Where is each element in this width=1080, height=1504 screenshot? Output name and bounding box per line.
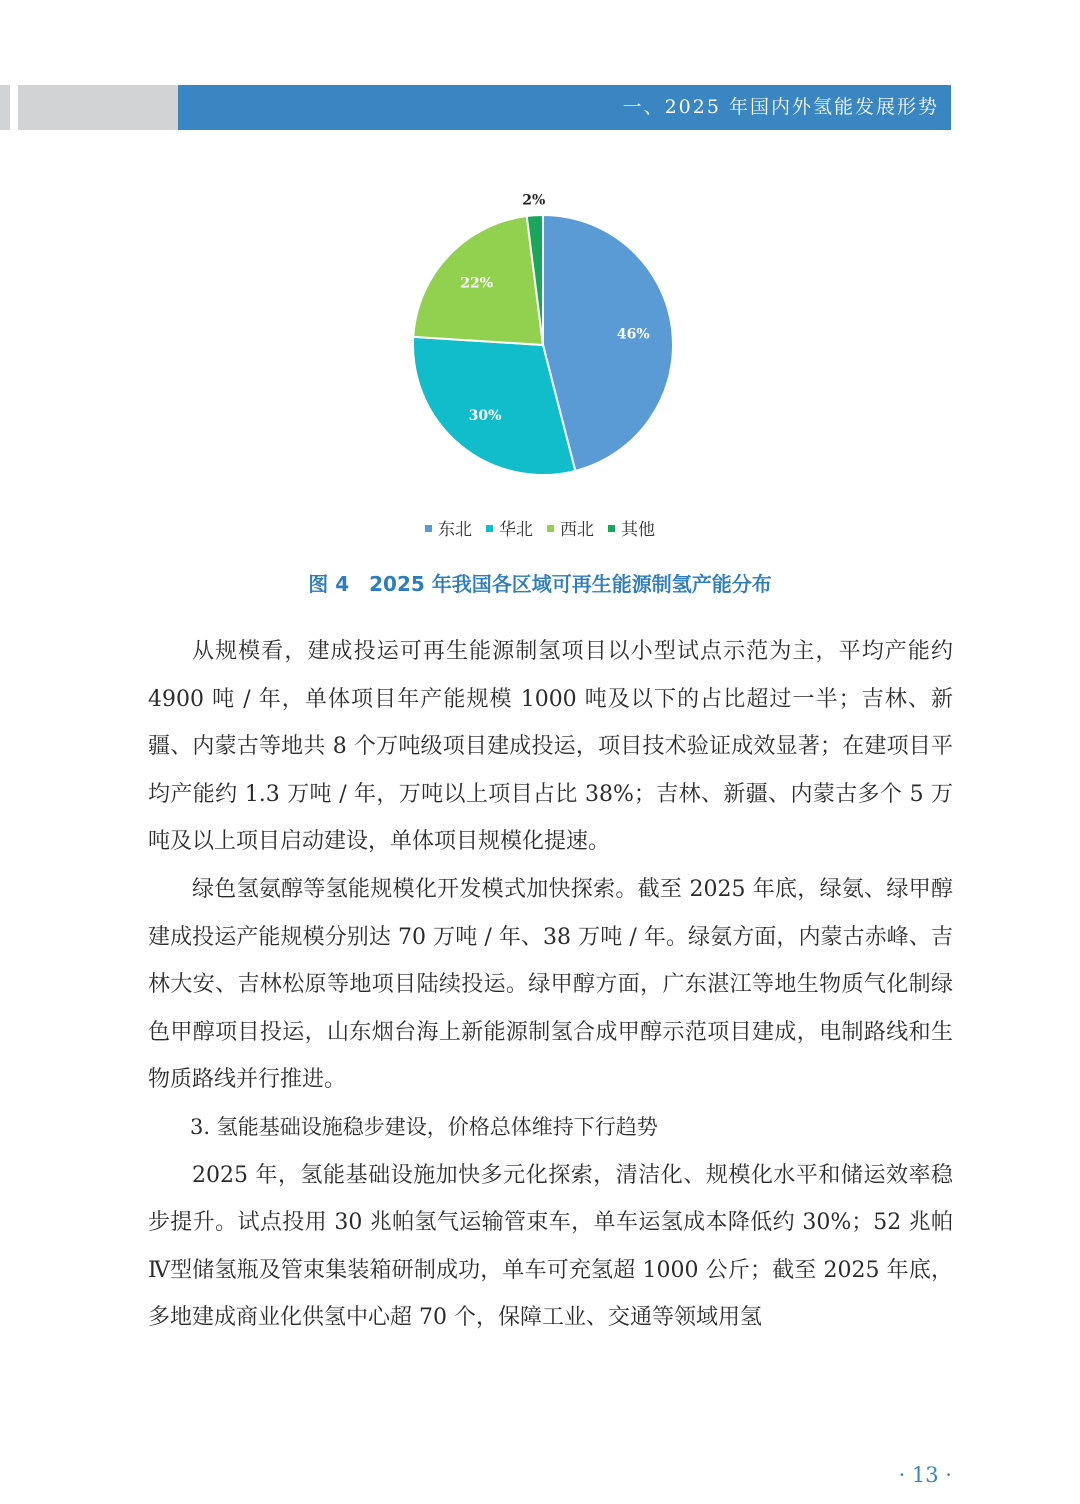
legend-item-xibei [547, 515, 594, 540]
legend-item-huabei [486, 515, 533, 540]
pie-chart-svg [0, 180, 1080, 500]
header-bar-gray [18, 85, 178, 130]
page-number: · 13 · [898, 1463, 952, 1487]
section-title: 一、2025 年国内外氢能发展形势 [622, 96, 939, 118]
legend-item-dongbei [425, 515, 472, 540]
pie-label-xibei: 22% [460, 275, 494, 292]
figure-caption: 图 4 2025 年我国各区域可再生能源制氢产能分布 [308, 572, 772, 596]
pie-chart [0, 180, 1080, 500]
paragraph-3: 2025 年，氢能基础设施加快多元化探索，清洁化、规模化水平和储运效率稳步提升。试点投用 30 兆帕氢气运输管束车，单车运氢成本降低约 30%；52 兆帕Ⅳ型储氢瓶及管束集装箱研制成功，单车可充氢超 1000 公斤；截至 2025 年底，多地建成商业化供氢中心超 70 个，保障工业、交通等领域用氢 [148, 1162, 953, 1331]
legend-swatch [425, 525, 432, 532]
header-bar-left-accent [0, 85, 10, 130]
legend-label: 其他 [621, 520, 655, 540]
pie-label-qita: 2% [522, 192, 546, 209]
legend-label: 华北 [499, 520, 533, 540]
paragraph-1: 从规模看，建成投运可再生能源制氢项目以小型试点示范为主，平均产能约 4900 吨 / 年，单体项目年产能规模 1000 吨及以下的占比超过一半；吉林、新疆、内蒙古等地共 8 个万吨级项目建成投运，项目技术验证成效显著；在建项目平均产能约 1.3 万吨 / 年，万吨以上项目占比 38%；吉林、新疆、内蒙古多个 5 万吨及以上项目启动建设，单体项目规模化提速。 [148, 639, 953, 855]
chart-legend [0, 515, 1080, 540]
legend-item-qita [608, 515, 655, 540]
legend-label: 西北 [560, 520, 594, 540]
pie-label-huabei: 30% [468, 408, 502, 425]
legend-swatch [608, 525, 615, 532]
legend-label: 东北 [438, 520, 472, 540]
legend-swatch [547, 525, 554, 532]
header-bar [178, 85, 951, 130]
pie-label-dongbei: 46% [616, 326, 650, 343]
section-subheading: 3. 氢能基础设施稳步建设，价格总体维持下行趋势 [190, 1114, 658, 1139]
body-text [148, 628, 953, 1342]
paragraph-2: 绿色氢氨醇等氢能规模化开发模式加快探索。截至 2025 年底，绿氨、绿甲醇建成投运产能规模分别达 70 万吨 / 年、38 万吨 / 年。绿氨方面，内蒙古赤峰、吉林大安、吉林松原等地项目陆续投运。绿甲醇方面，广东湛江等地生物质气化制绿色甲醇项目投运，山东烟台海上新能源制氢合成甲醇示范项目建成，电制路线和生物质路线并行推进。 [148, 876, 953, 1093]
legend-swatch [486, 525, 493, 532]
